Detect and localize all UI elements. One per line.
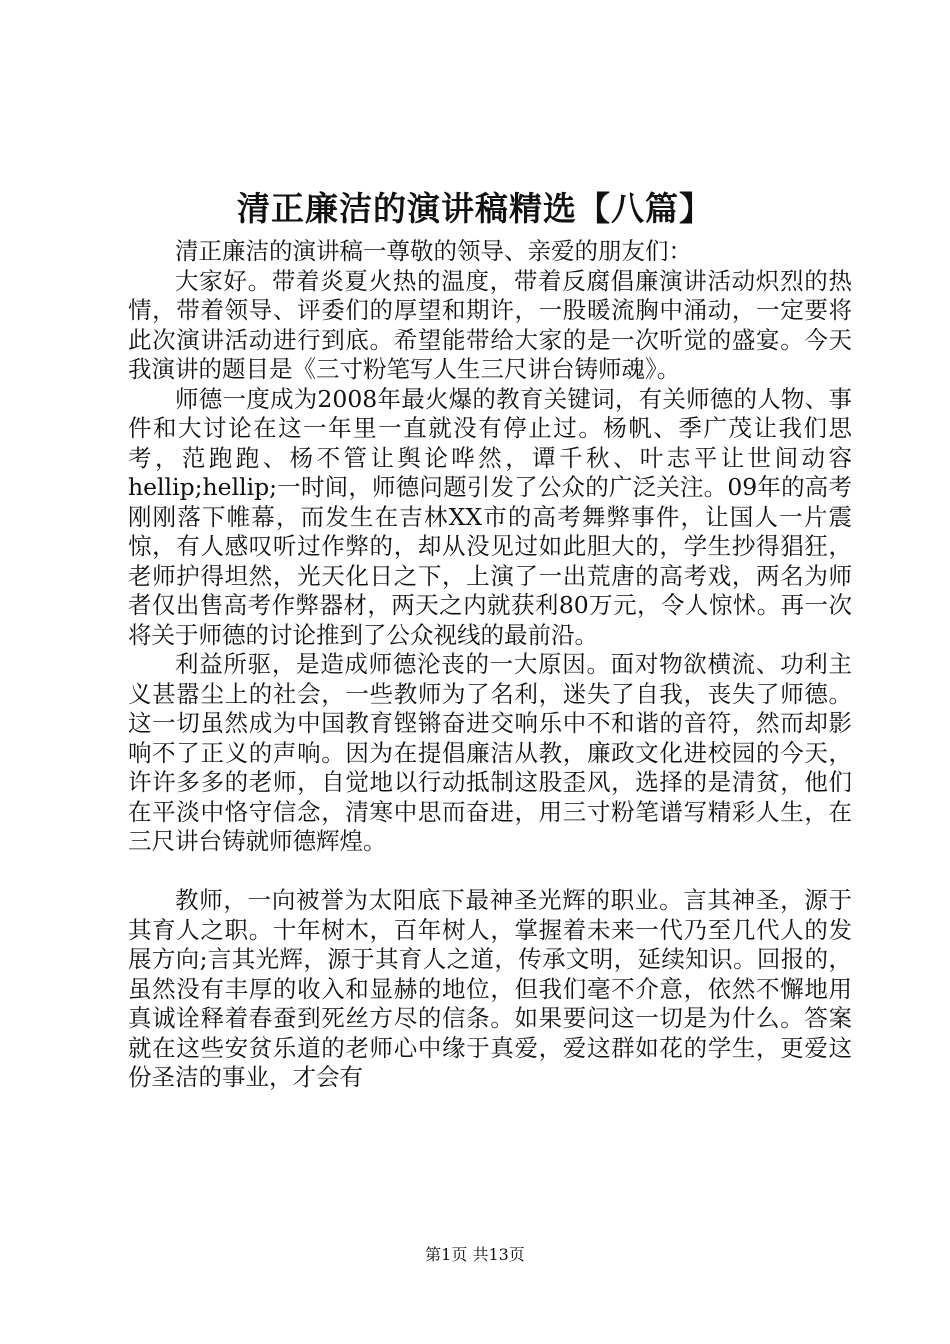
page-number: 第1页 共13页 [425, 1245, 525, 1264]
document-title: 清正廉洁的演讲稿精选【八篇】 [237, 189, 713, 228]
paragraph-teacher-ethics: 师德一度成为2008年最火爆的教育关键词，有关师德的人物、事件和大讨论在这一年里一直就没有停止过。杨帆、季广茂让我们思考，范跑跑、杨不管让舆论哗然，谭千秋、叶志平让世间动容hellip;hellip;一时间，师德问题引发了公众的广泛关注。09年的高考刚刚落下帷幕，而发生在吉林XX市的高考舞弊事件，让国人一片震惊，有人感叹听过作弊的，却从没见过如此胆大的，学生抄得猖狂，老师护得坦然，光天化日之下，上演了一出荒唐的高考戏，两名为师者仅出售高考作弊器材，两天之内就获利80万元，令人惊怵。再一次将关于师德的讨论推到了公众视线的最前沿。 [128, 384, 852, 649]
paragraph-greeting: 清正廉洁的演讲稿一尊敬的领导、亲爱的朋友们： [175, 237, 692, 265]
document-body [128, 237, 852, 1093]
paragraph-interest: 利益所驱，是造成师德沦丧的一大原因。面对物欲横流、功利主义甚嚣尘上的社会，一些教师为了名利，迷失了自我，丧失了师德。这一切虽然成为中国教育铿锵奋进交响乐中不和谐的音符，然而却影响不了正义的声响。因为在提倡廉洁从教，廉政文化进校园的今天，许许多多的老师，自觉地以行动抵制这股歪风，选择的是清贫，他们在平淡中恪守信念，清寒中思而奋进，用三寸粉笔谱写精彩人生，在三尺讲台铸就师德辉煌。 [128, 650, 852, 855]
paragraph-teacher-profession: 教师，一向被誉为太阳底下最神圣光辉的职业。言其神圣，源于其育人之职。十年树木，百年树人，掌握着未来一代乃至几代人的发展方向;言其光辉，源于其育人之道，传承文明，延续知识。回报的，虽然没有丰厚的收入和显赫的地位，但我们毫不介意，依然不懈地用真诚诠释着春蚕到死丝方尽的信条。如果要问这一切是为什么。答案就在这些安贫乐道的老师心中缘于真爱，爱这群如花的学生，更爱这份圣洁的事业，才会有 [128, 886, 852, 1091]
paragraph-opening: 大家好。带着炎夏火热的温度，带着反腐倡廉演讲活动炽烈的热情，带着领导、评委们的厚望和期许，一股暖流胸中涌动，一定要将此次演讲活动进行到底。希望能带给大家的是一次听觉的盛宴。今天我演讲的题目是《三寸粉笔写人生三尺讲台铸师魂》。 [128, 266, 852, 383]
